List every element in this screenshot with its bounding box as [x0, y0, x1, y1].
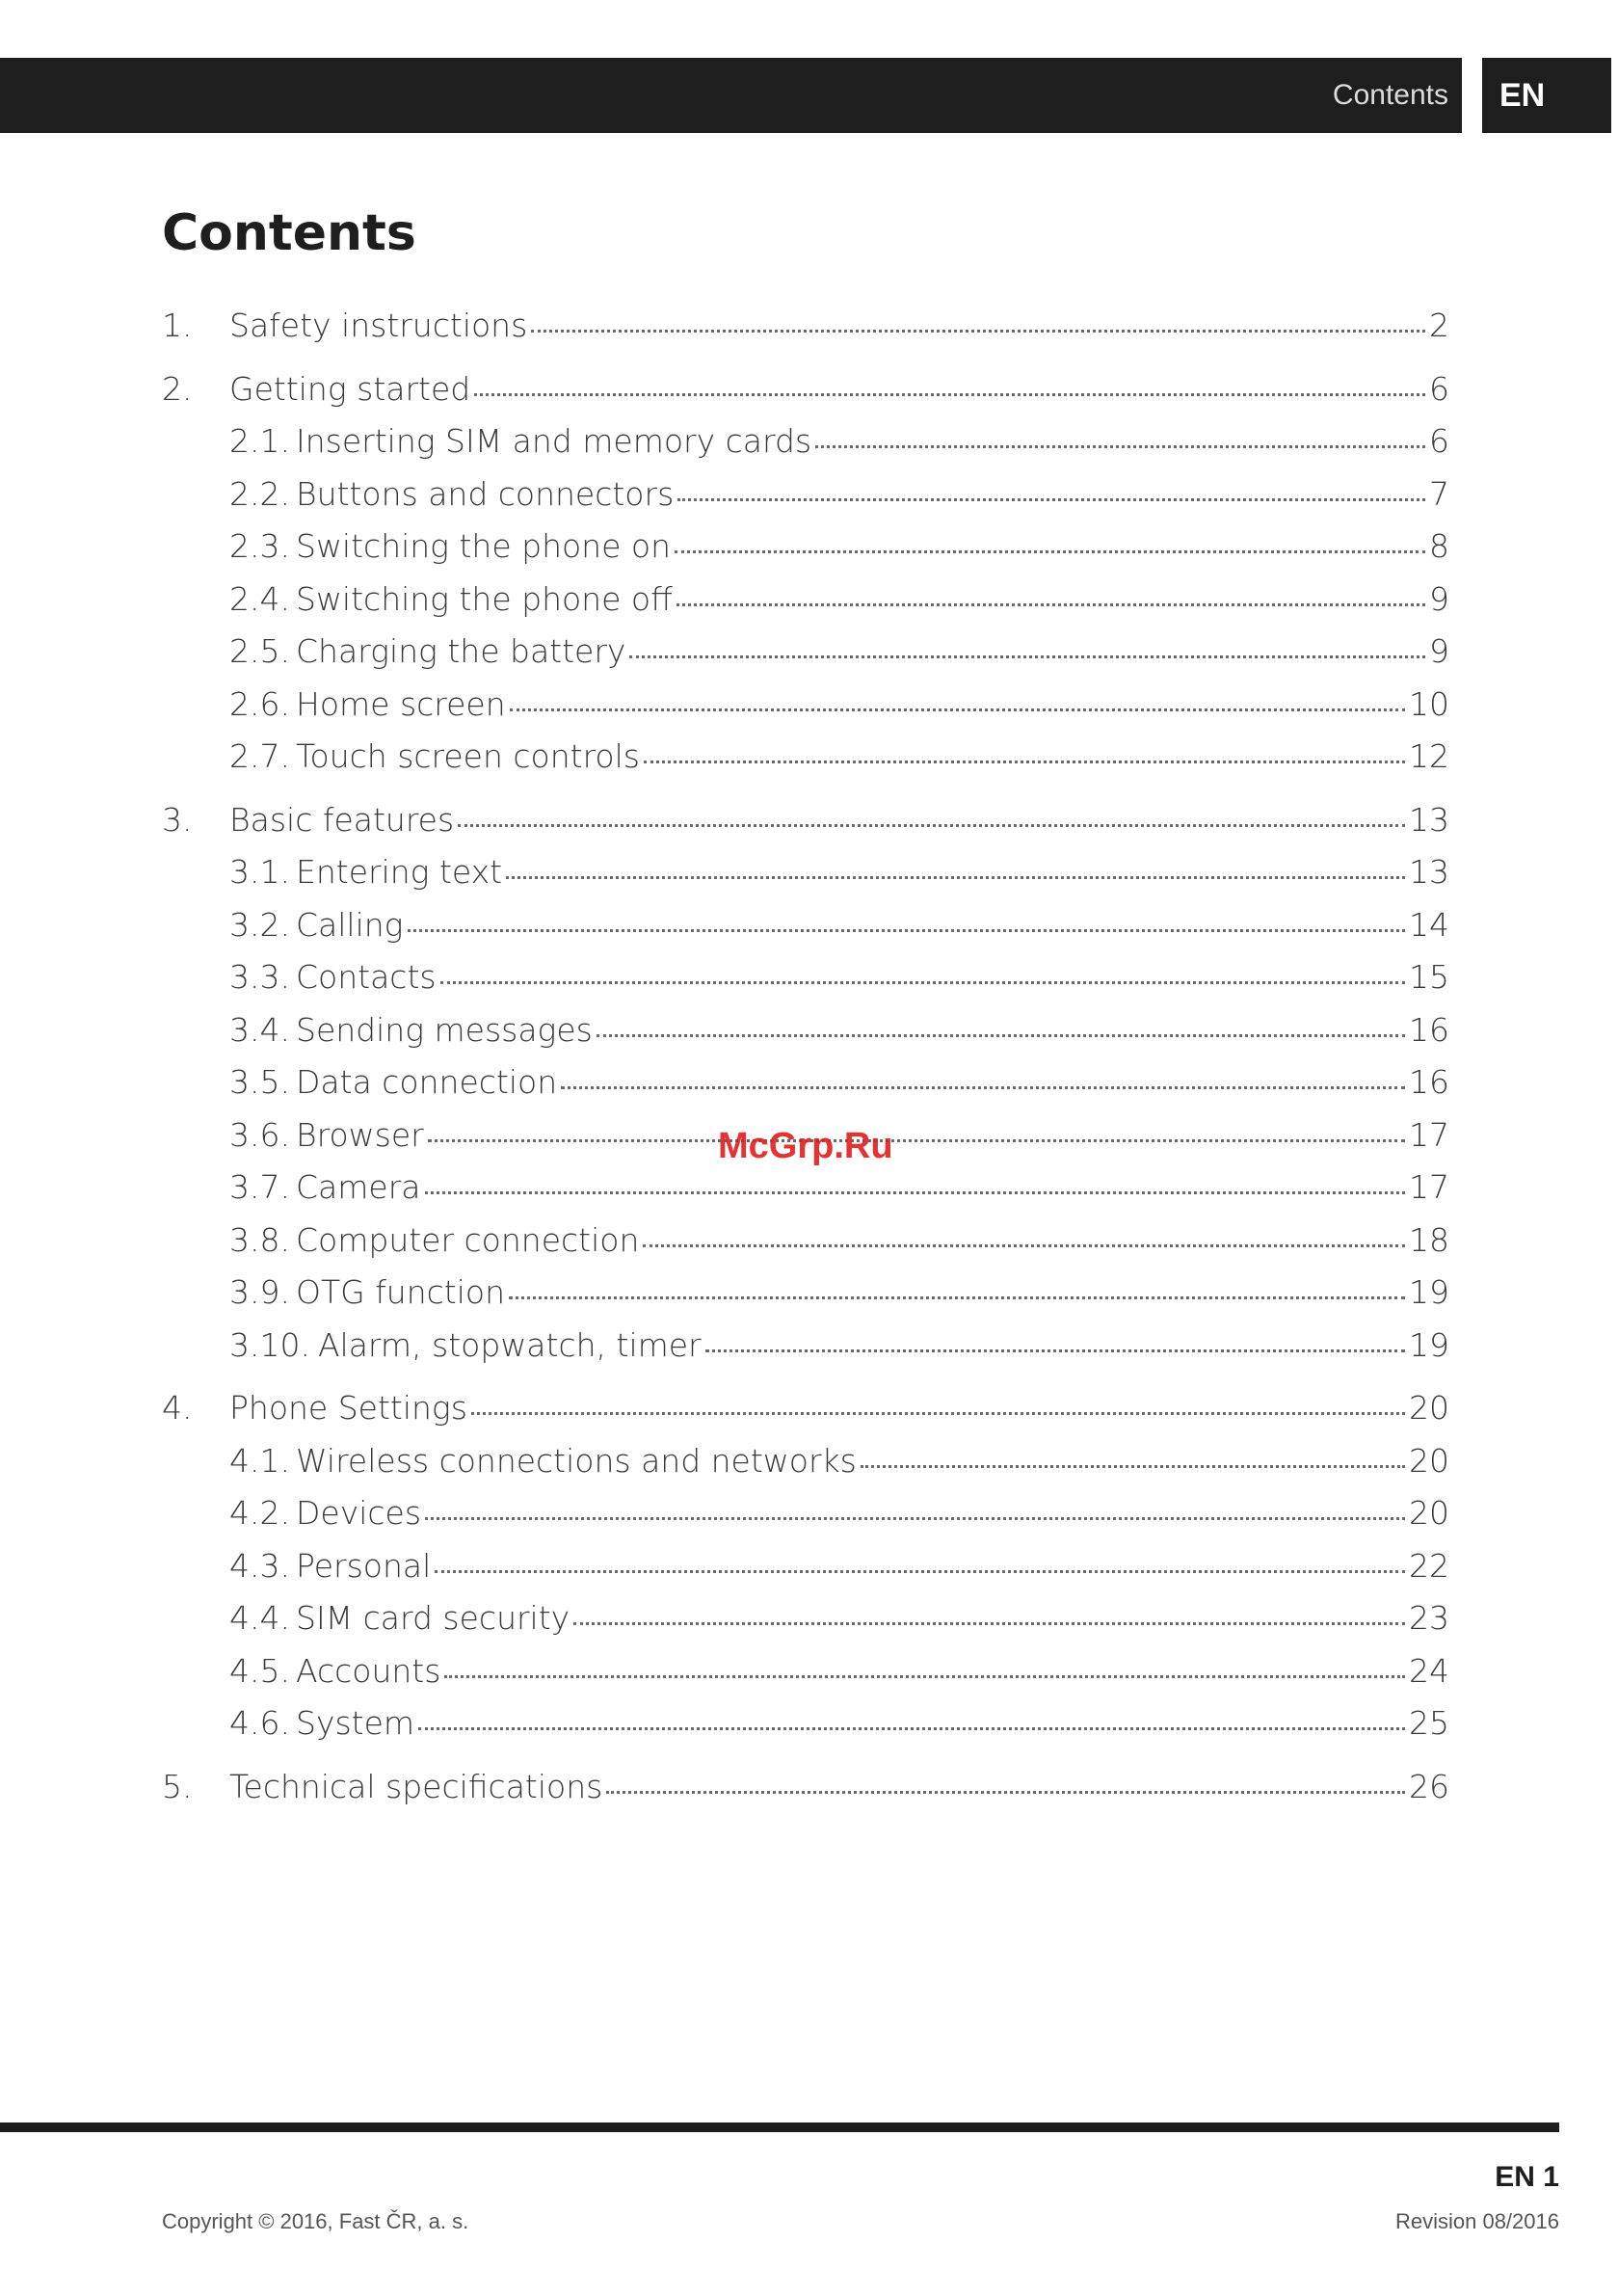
toc-entry-page: 17 — [1409, 1168, 1449, 1206]
toc-entry-number: 4.4. — [229, 1599, 290, 1637]
toc-entry-label: Wireless connections and networks — [296, 1441, 857, 1480]
toc-leader-dots — [531, 329, 1425, 333]
toc-leader-dots — [458, 823, 1405, 827]
toc-entry-page: 25 — [1409, 1704, 1449, 1742]
toc-entry-page: 9 — [1429, 632, 1449, 670]
toc-entry[interactable] — [162, 1168, 1449, 1221]
toc-entry-number: 3.6. — [229, 1115, 290, 1154]
toc-entry-label: Switching the phone on — [296, 527, 671, 565]
toc-entry-label: Sending messages — [296, 1010, 593, 1049]
toc-entry-label: Safety instructions — [229, 307, 528, 344]
toc-entry-page: 23 — [1409, 1599, 1449, 1637]
toc-entry-label: Inserting SIM and memory cards — [296, 422, 812, 460]
toc-leader-dots — [705, 1348, 1405, 1352]
toc-entry[interactable] — [162, 1704, 1449, 1757]
toc-entry-label: Computer connection — [296, 1220, 640, 1259]
table-of-contents — [162, 307, 1449, 1820]
toc-entry[interactable] — [162, 1011, 1449, 1064]
toc-entry-label: Contacts — [296, 958, 437, 996]
toc-entry-page: 14 — [1409, 905, 1449, 944]
toc-entry-page: 26 — [1409, 1767, 1449, 1805]
toc-entry[interactable] — [162, 580, 1449, 633]
toc-entry-label: Devices — [296, 1494, 422, 1532]
header-section-title: Contents — [1332, 79, 1448, 111]
toc-entry-label: Buttons and connectors — [296, 474, 675, 513]
toc-entry-number: 4.1. — [229, 1441, 290, 1480]
toc-entry-number: 2.4. — [229, 579, 290, 618]
toc-entry-number: 4.5. — [229, 1651, 290, 1690]
footer-page-number: EN 1 — [1495, 2161, 1559, 2193]
toc-leader-dots — [425, 1190, 1405, 1194]
toc-leader-dots — [677, 497, 1425, 501]
toc-entry[interactable] — [162, 685, 1449, 738]
toc-entry-number: 3.4. — [229, 1010, 290, 1049]
watermark: McGrp.Ru — [718, 1126, 893, 1166]
toc-entry-label: Switching the phone off — [296, 579, 673, 618]
toc-entry-page: 16 — [1409, 1010, 1449, 1049]
header-bar — [0, 58, 1462, 133]
toc-entry[interactable] — [162, 422, 1449, 475]
toc-entry[interactable] — [162, 1652, 1449, 1705]
toc-entry[interactable] — [162, 1768, 1449, 1821]
toc-leader-dots — [435, 1569, 1405, 1573]
toc-leader-dots — [629, 654, 1425, 658]
toc-entry-page: 9 — [1429, 579, 1449, 618]
toc-entry-page: 15 — [1409, 958, 1449, 996]
toc-entry-label: Technical specifications — [229, 1767, 603, 1805]
toc-entry-label: Home screen — [296, 684, 506, 723]
toc-entry-number: 3.10. — [229, 1325, 310, 1364]
toc-entry-page: 12 — [1409, 737, 1449, 775]
toc-entry[interactable] — [162, 1389, 1449, 1442]
toc-leader-dots — [561, 1085, 1405, 1089]
toc-entry-page: 16 — [1409, 1063, 1449, 1101]
toc-entry[interactable] — [162, 1442, 1449, 1495]
toc-entry[interactable] — [162, 1273, 1449, 1326]
toc-entry[interactable] — [162, 307, 1449, 360]
toc-entry[interactable] — [162, 906, 1449, 959]
toc-entry-number: 3.5. — [229, 1063, 290, 1101]
toc-entry-page: 24 — [1409, 1651, 1449, 1690]
toc-entry[interactable] — [162, 632, 1449, 685]
toc-leader-dots — [606, 1790, 1405, 1794]
toc-entry-label: Data connection — [296, 1063, 558, 1101]
toc-entry-label: Calling — [296, 905, 404, 944]
toc-entry-page: 19 — [1409, 1273, 1449, 1311]
toc-entry-label: Basic features — [229, 800, 455, 839]
toc-entry-page: 8 — [1429, 527, 1449, 565]
toc-entry-label: Accounts — [296, 1651, 441, 1690]
toc-entry-page: 13 — [1409, 853, 1449, 891]
toc-leader-dots — [418, 1726, 1405, 1730]
toc-leader-dots — [509, 1295, 1405, 1299]
toc-entry[interactable] — [162, 1494, 1449, 1547]
toc-entry[interactable] — [162, 1547, 1449, 1600]
toc-entry-page: 20 — [1409, 1441, 1449, 1480]
toc-entry-label: Getting started — [229, 369, 471, 408]
toc-entry-page: 6 — [1429, 422, 1449, 460]
toc-entry-number: 4. — [162, 1389, 193, 1427]
toc-entry-page: 20 — [1409, 1389, 1449, 1427]
toc-entry-number: 2.7. — [229, 737, 290, 775]
toc-entry-label: Touch screen controls — [296, 737, 640, 775]
toc-leader-dots — [573, 1621, 1405, 1625]
toc-entry[interactable] — [162, 1326, 1449, 1379]
toc-entry[interactable] — [162, 801, 1449, 854]
toc-entry-page: 17 — [1409, 1115, 1449, 1154]
toc-leader-dots — [643, 1243, 1405, 1247]
toc-leader-dots — [440, 980, 1405, 984]
toc-entry-label: Camera — [296, 1168, 421, 1206]
toc-entry-number: 3.7. — [229, 1168, 290, 1206]
toc-entry[interactable] — [162, 527, 1449, 580]
toc-entry[interactable] — [162, 1063, 1449, 1116]
toc-entry-page: 13 — [1409, 800, 1449, 839]
toc-leader-dots — [428, 1138, 1405, 1142]
language-badge: EN — [1482, 58, 1611, 133]
toc-leader-dots — [676, 602, 1425, 606]
toc-entry-page: 18 — [1409, 1220, 1449, 1259]
toc-entry[interactable] — [162, 1599, 1449, 1652]
toc-leader-dots — [675, 549, 1425, 553]
toc-entry-number: 2. — [162, 369, 193, 408]
toc-entry-number: 3.2. — [229, 905, 290, 944]
toc-entry-label: Charging the battery — [296, 632, 626, 670]
toc-entry-page: 6 — [1429, 369, 1449, 408]
toc-leader-dots — [425, 1516, 1405, 1520]
toc-entry-number: 2.3. — [229, 527, 290, 565]
toc-entry-page: 2 — [1429, 307, 1449, 344]
toc-entry-number: 3.1. — [229, 853, 290, 891]
toc-entry-label: Alarm, stopwatch, timer — [317, 1325, 702, 1364]
toc-entry-number: 4.2. — [229, 1494, 290, 1532]
toc-entry-label: Browser — [296, 1115, 424, 1154]
toc-entry[interactable] — [162, 958, 1449, 1011]
toc-entry-number: 1. — [162, 307, 193, 344]
toc-entry-page: 22 — [1409, 1546, 1449, 1585]
toc-entry-number: 2.2. — [229, 474, 290, 513]
toc-entry[interactable] — [162, 475, 1449, 528]
toc-leader-dots — [510, 707, 1405, 711]
toc-entry-number: 4.3. — [229, 1546, 290, 1585]
toc-entry[interactable] — [162, 370, 1449, 423]
toc-leader-dots — [444, 1674, 1405, 1678]
toc-entry-number: 3. — [162, 800, 193, 839]
toc-entry-number: 2.6. — [229, 684, 290, 723]
toc-leader-dots — [861, 1464, 1405, 1468]
toc-entry-label: Phone Settings — [229, 1389, 467, 1427]
toc-entry-label: OTG function — [296, 1273, 505, 1311]
toc-entry-number: 3.3. — [229, 958, 290, 996]
toc-leader-dots — [815, 444, 1425, 448]
toc-entry-page: 20 — [1409, 1494, 1449, 1532]
toc-entry-page: 7 — [1429, 474, 1449, 513]
toc-leader-dots — [597, 1033, 1405, 1037]
toc-entry-number: 4.6. — [229, 1704, 290, 1742]
toc-leader-dots — [506, 875, 1405, 879]
page-title: Contents — [162, 204, 416, 262]
toc-entry-number: 5. — [162, 1767, 193, 1805]
toc-entry[interactable] — [162, 1221, 1449, 1274]
toc-entry-label: Personal — [296, 1546, 432, 1585]
toc-entry-number: 3.9. — [229, 1273, 290, 1311]
footer-rule — [0, 2122, 1559, 2132]
toc-entry[interactable] — [162, 853, 1449, 906]
toc-entry-page: 10 — [1409, 684, 1449, 723]
toc-entry-label: System — [296, 1704, 415, 1742]
footer-revision: Revision 08/2016 — [1394, 2209, 1559, 2233]
toc-entry-label: Entering text — [296, 853, 503, 891]
footer-copyright: Copyright © 2016, Fast ČR, a. s. — [162, 2209, 469, 2233]
toc-entry-number: 3.8. — [229, 1220, 290, 1259]
toc-entry[interactable] — [162, 737, 1449, 790]
toc-entry-number: 2.5. — [229, 632, 290, 670]
toc-entry-number: 2.1. — [229, 422, 290, 460]
toc-entry-page: 19 — [1409, 1325, 1449, 1364]
toc-leader-dots — [408, 928, 1406, 932]
toc-leader-dots — [471, 1411, 1405, 1415]
toc-leader-dots — [474, 392, 1425, 396]
toc-entry-label: SIM card security — [296, 1599, 570, 1637]
toc-leader-dots — [644, 760, 1405, 763]
